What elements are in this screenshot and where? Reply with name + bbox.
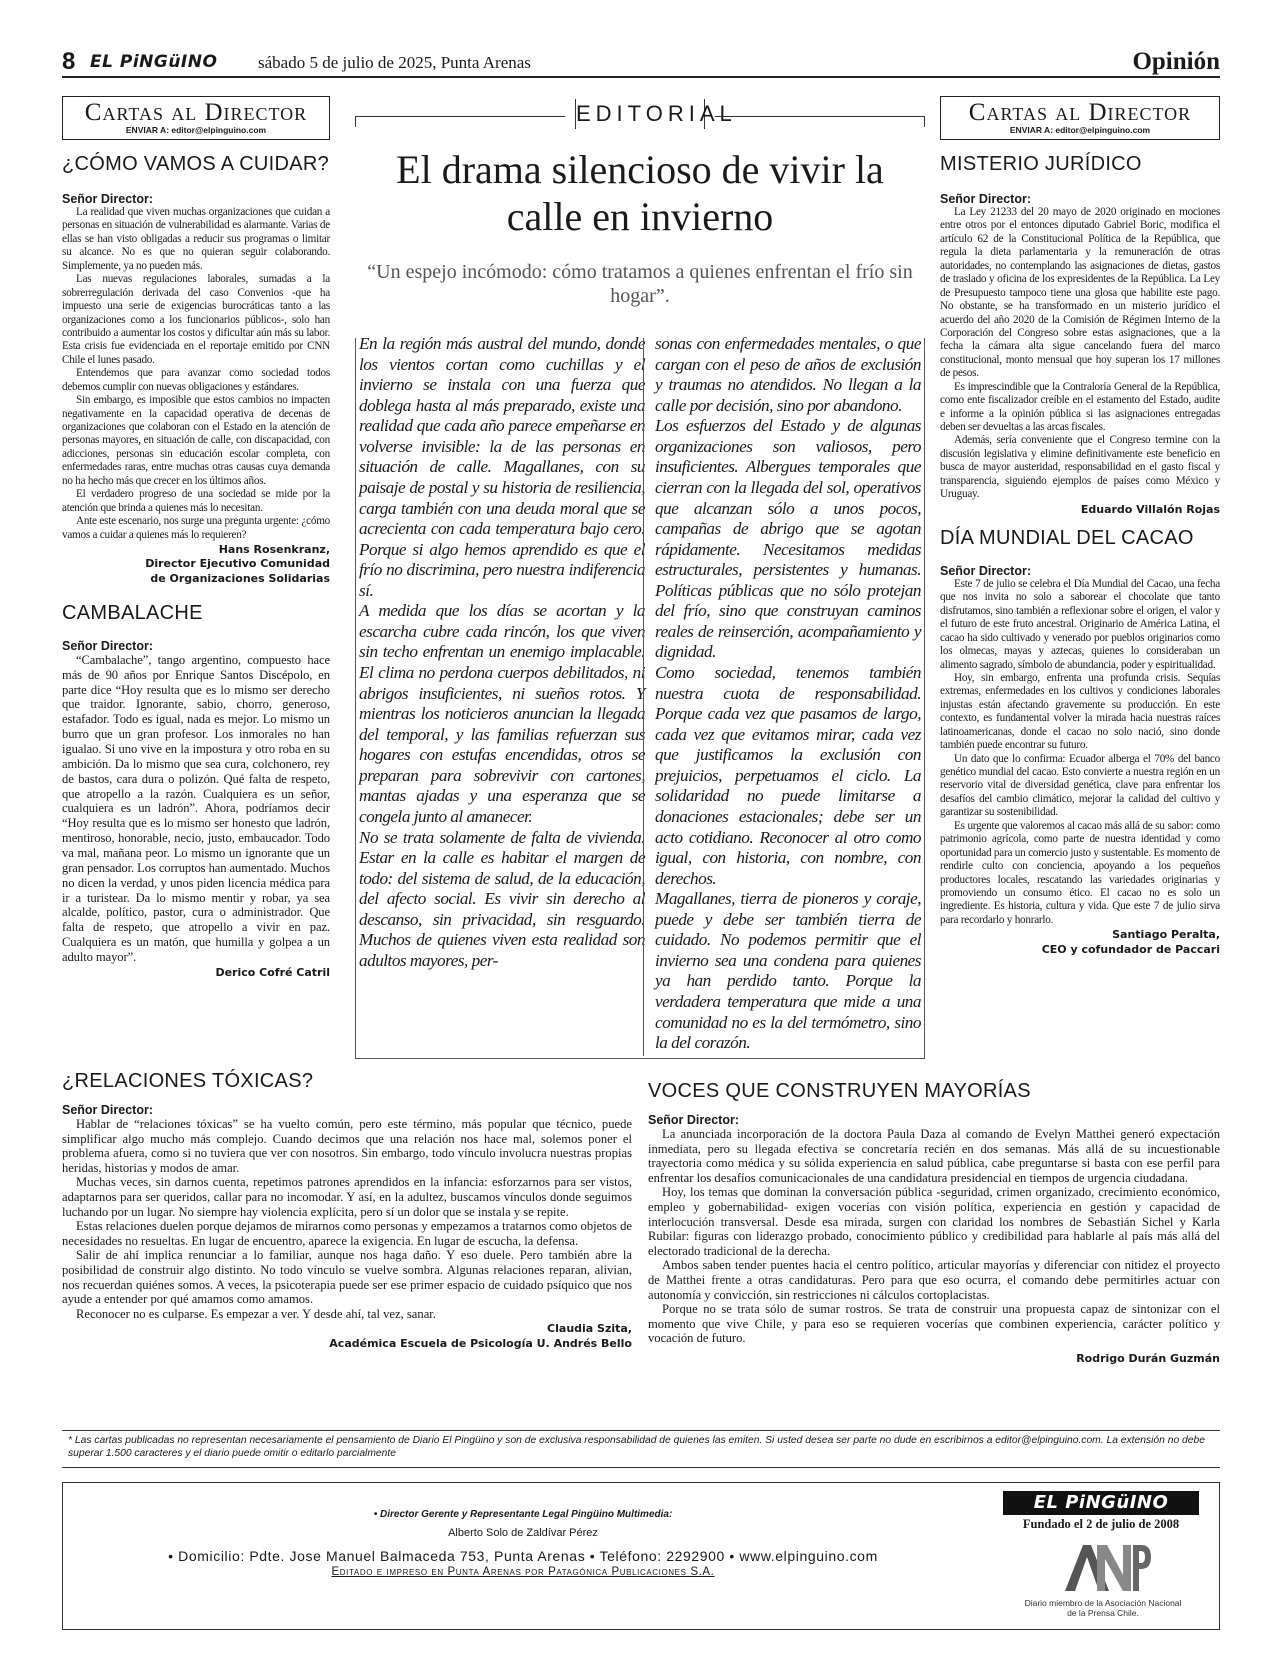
signature-line: Director Ejecutivo Comunidad [145,557,330,571]
cartas-email: ENVIAR A: editor@elpinguino.com [1009,125,1151,135]
editorial-column-1 [359,334,645,971]
paragraph: Este 7 de julio se celebra el Día Mundial del Cacao, una fecha que nos invita no solo a saborear el chocolate que tanto disfrutamos, sino también a reflexionar sobre el origen, el valor y el futuro de este fruto ancestral. Originario de América Latina, el cacao ha sido cultivado y venerado por pueblos originarios como los olmecas, mayas y aztecas, quienes lo consideraban un alimento sagrado, símbolo de abundancia, poder y espiritualidad. [940,577,1220,671]
paragraph: Reconocer no es culparse. Es empezar a ver. Y desde ahí, tal vez, sanar. [76,1306,436,1321]
letter-signature [648,1352,1220,1366]
signature-line: Santiago Peralta, [1112,928,1220,942]
founded-date: Fundado el 2 de julio de 2008 [1022,1517,1180,1531]
paragraph: Sin embargo, es imposible que estos cambios no impacten negativamente en la capacidad operativa de decenas de organizaciones que colaboran con el Estado en la atención de personas mayores, en situación de calle, con discapacidad, con adicciones, personas sin educación escolar completa, con enfermedades raras, entre muchas otras causas cuya demanda no ha hecho más que crecer en los últimos años. [62,394,330,487]
director-name: Alberto Solo de Zaldívar Pérez [448,1527,598,1539]
paragraph: La realidad que viven muchas organizaciones que cuidan a personas en situación de vulnerabilidad es alarmante. Varias de ellas se han visto obligadas a reducir sus programas o limitar su alcance. No es que no quieran seguir colaborando. Simplemente, ya no pueden más. [62,206,330,272]
letter-salutation: Señor Director: [62,1103,153,1117]
editorial-label: EDITORIAL [575,99,705,129]
letter-title: MISTERIO JURÍDICO [940,153,1142,175]
paragraph: Hoy, los temas que dominan la conversación pública -seguridad, crimen organizado, crecimiento económico, empleo y gobernabilidad- exigen vocerías con visión política, experiencia en gestión y capacidad de interlocución transversal. Desde esa mirada, surgen con claridad los nombres de Sebastián Sichel y Karla Rubilar: figuras con liderazgo probado, conocimiento público y credibilidad para hablarle al país más allá del electorado tradicional de la derecha. [648,1185,1220,1258]
divider [715,116,925,117]
editorial-title: El drama silencioso de vivir la calle en invierno [396,147,884,240]
letter-salutation: Señor Director: [62,638,153,653]
paragraph: Ambos saben tender puentes hacia el centro político, articular mayorías y diferenciar con nitidez el proyecto de Matthei frente a otras candidaturas. Pero para que eso ocurra, el comando debe permitirles actuar con autonomía y convicción, sin restricciones ni cálculos cortoplacistas. [648,1258,1220,1302]
anp-badge [1023,1541,1183,1625]
signature-line: Rodrigo Durán Guzmán [1076,1351,1220,1365]
signature-line: Académica Escuela de Psicología U. Andrés Bello [329,1336,632,1350]
letter-title: ¿CÓMO VAMOS A CUIDAR? [62,153,330,175]
paragraph: En la región más austral del mundo, donde los vientos cortan como cuchillas y el invierno se instala con una fuerza que doblega hasta al más preparado, existe una realidad que cada año parece empeñarse en volverse invisible: la de las personas en situación de calle. Magallanes, con su paisaje de postal y su historia de resiliencia, carga también con una deuda moral que se acrecienta con cada temperatura bajo cero. Porque si algo hemos aprendido es que el frío no discrimina, pero nuestra indiferencia sí. [359,334,645,600]
letter-signature [62,1322,632,1351]
letter-signature [940,928,1220,957]
paragraph: Hablar de “relaciones tóxicas” se ha vuelto común, pero este término, más popular que técnico, puede simplificar algo mucho más complejo. Cuando decimos que una relación nos hace mal, solemos poner el problema afuera, como si no tuviera que ver con nosotros. Sin embargo, todo vínculo involucra nuestras propias heridas, historias y modos de amar. [62,1117,632,1175]
anp-caption: Diario miembro de la Asociación Nacional de la Prensa Chile. [1024,1598,1182,1618]
editorial-column-2 [655,334,921,1054]
letter-signature [62,543,330,586]
letter-signature [940,503,1220,517]
divider [355,338,356,1058]
page-number: 8 [62,48,76,75]
paragraph: La Ley 21233 del 20 mayo de 2020 originado en mociones entre otros por el entonces diputado Gabriel Boric, modifica el artículo 62 de la Constitucional Política de la República, que regula la dieta parlamentaria y la remuneración de otras autoridades, no contemplando las asignaciones de dietas, gastos de traslado y oficina de los expresidentes de la República. La Ley de Presupuesto tampoco tiene una glosa que habilite este pago. No obstante, se ha transformado en un misterio jurídico el acuerdo del año 2020 de la Comisión de Régimen Interno de la Corporación del Congreso sobre estas asignaciones, que a la fecha la cámara alta sigue cancelando fuera del marco constitucional, monto mensual que hoy superan los 17 millones de pesos. [940,206,1220,380]
divider [355,116,565,117]
letter-salutation: Señor Director: [940,192,1031,206]
paragraph: sonas con enfermedades mentales, o que cargan con el peso de años de exclusión y traumas no atendidos. No llegan a la calle por decisión, sino por abandono. [655,334,921,415]
editorial-label-row [355,96,925,136]
letter-title: CAMBALACHE [62,601,203,624]
paragraph: Los esfuerzos del Estado y de algunas organizaciones son valiosos, pero insuficientes. Albergues temporales que cierran con la llegada del sol, operativos que alcanzan sólo a unos pocos, campañas de abrigo que se agotan rápidamente. Necesitamos medidas estructurales, persistentes y humanas. Políticas públicas que no sólo protejan del frío, sino que construyan caminos reales de reinserción, acompañamiento y dignidad. [655,416,921,662]
cartas-title: Cartas al Director [968,99,1192,126]
paragraph: Muchas veces, sin darnos cuenta, repetimos patrones aprendidos en la infancia: esforzarnos para ser vistos, adaptarnos para ser queridos, callar para no incomodar. Y así, en la adultez, buscamos vínculos donde seguimos luchando por un lugar. No siempre hay violencia explícita, pero sí un dolor que se instala y se repite. [62,1175,632,1219]
disclaimer: * Las cartas publicadas no representan necesariamente el pensamiento de Diario El Pingüino y son de exclusiva responsabilidad de quienes las emiten. Si usted desea ser parte no dude en escribirnos a editor@elpinguino.com. La extensión no debe superar 1.500 caracteres y el diario puede omitir o editarlo parcialmente [62,1430,1220,1468]
paragraph: “Cambalache”, tango argentino, compuesto hace más de 90 años por Enrique Santos Discépolo, en parte dice “Hoy resulta que es lo mismo ser derecho que traidor. Ignorante, sabio, chorro, generoso, estafador. Todo es igual, nada es mejor. Lo mismo un burro que un gran profesor. Los inmorales no han igualao. Si uno vive en la impostura y otro roba en su ambición. Da lo mismo que sea cura, colchonero, rey de bastos, cara dura o polizón. Qué falta de respeto, que atropello a la razón. Cualquiera es un señor, cualquiera es un ladrón”. Ahora, podríamos decir “Hoy resulta que es lo mismo ser honesto que ladrón, mentiroso, honorable, necio, justo, embaucador. Todo va mal, mañana peor. Lo mismo un ignorante que un gran pensador. Los corruptos han aumentado. Muchos no dicen la verdad, y unos piden licencia médica para ir a turistear. Da lo mismo mentir y robar, ya sea alcalde, político, pastor, cura o administrador. Que falta de respeto, que atropello a vivir en paz. Cualquiera es un matón, que humilla y golpea a un adulto mayor”. [62,652,330,965]
divider [643,338,644,1056]
letter-title: ¿RELACIONES TÓXICAS? [62,1070,314,1092]
paragraph: El verdadero progreso de una sociedad se mide por la atención que brinda a quienes más lo necesitan. [62,488,330,514]
letter-title: DÍA MUNDIAL DEL CACAO [940,526,1194,549]
signature-line: de Organizaciones Solidarias [150,571,330,585]
paragraph: Entendemos que para avanzar como sociedad todos debemos cumplir con nuevas obligaciones y estándares. [62,367,330,393]
signature-line: Eduardo Villalón Rojas [1080,502,1220,516]
letter-salutation: Señor Director: [648,1113,739,1127]
letter-body [62,1117,632,1321]
paragraph: A medida que los días se acortan y la escarcha cubre cada rincón, los que viven sin techo enfrentan un enemigo implacable. El clima no perdona cuerpos debilitados, ni abrigos insuficientes, ni sueños rotos. Y mientras los noticieros anuncian la llegada del temporal, y las familias refuerzan sus hogares con estufas encendidas, otros se preparan para sobrevivir con cartones, mantas ajadas y una esperanza que se congela junto al amanecer. [359,601,645,826]
divider [355,1058,925,1059]
page-header [62,48,1220,78]
letter-cacao [940,527,1220,957]
signature-line: Hans Rosenkranz, [218,542,330,556]
paragraph: Magallanes, tierra de pioneros y coraje, puede y debe ser también tierra de cuidado. No podemos permitir que el invierno sea una condena para quienes ya han perdido tanto. Porque la verdadera temperatura que mide a una comunidad no es la del termómetro, sino la del corazón. [655,889,921,1053]
letter-cambalache [62,602,330,980]
editorial-subtitle: “Un espejo incómodo: cómo tratamos a quienes enfrentan el frío sin hogar”. [367,261,913,308]
newspaper-logo: EL PiNGüINO [90,52,218,72]
paragraph: Porque no se trata sólo de sumar rostros. Se trata de construir una propuesta capaz de sintonizar con el momento que vive Chile, y para eso se requieren vocerías que combinen experiencia, carácter político y vocación de futuro. [648,1302,1220,1346]
letter-body [940,206,1220,502]
paragraph: Hoy, sin embargo, enfrenta una profunda crisis. Sequías extremas, enfermedades en los cultivos y condiciones laborales injustas están afectando gravemente su producción. En este contexto, es fundamental volver la mirada hacia nuestras raíces latinoamericanas, donde el cacao no solo nació, sino donde también puede encontrar su futuro. [940,671,1220,752]
letter-body [62,653,330,965]
letter-salutation: Señor Director: [940,563,1031,578]
divider [924,338,925,1058]
signature-line: CEO y cofundador de Paccari [1041,942,1220,956]
footer-logo: EL PiNGüINO [1003,1491,1199,1515]
date-place: sábado 5 de julio de 2025, Punta Arenas [258,53,531,72]
cartas-box-right [940,96,1220,140]
letter-signature [62,966,330,980]
cartas-email: ENVIAR A: editor@elpinguino.com [125,125,267,135]
letter-title: VOCES QUE CONSTRUYEN MAYORÍAS [648,1080,1031,1102]
signature-line: Claudia Szita, [547,1322,632,1336]
letter-salutation: Señor Director: [62,192,153,206]
letter-body [648,1127,1220,1346]
letter-voces [648,1080,1220,1366]
letter-misterio [940,153,1220,517]
letter-cuidar [62,153,330,586]
paragraph: No se trata solamente de falta de vivienda. Estar en la calle es habitar el margen de todo: del sistema de salud, de la educación, del afecto social. Es vivir sin derecho al descanso, sin privacidad, sin resguardo. Muchos de quienes viven esta realidad son adultos mayores, per- [359,827,645,970]
director-role: • Director Gerente y Representante Legal Pingüino Multimedia: [373,1509,673,1520]
paragraph: La anunciada incorporación de la doctora Paula Daza al comando de Evelyn Matthei generó expectación inmediata, pero su llegada efectiva se concretaría recién en dos semanas. Más allá de su incuestionable trayectoria como médica y su sólida experiencia en salud pública, cabe preguntarse si basta con ese perfil para enfrentar los desafíos comunicacionales de una candidatura presidencial en tiempos de urgencia ciudadana. [648,1127,1220,1185]
signature-line: Derico Cofré Catril [215,965,330,979]
paragraph: Además, sería conveniente que el Congreso termine con la discusión legislativa y elimine definitivamente este beneficio en busca de mayor austeridad, responsabilidad en el gasto fiscal y transparencia, siguiendo ejemplos de países como México y Uruguay. [940,434,1220,501]
left-column [62,96,330,980]
cartas-box-left [62,96,330,140]
letter-body [940,578,1220,927]
paragraph: Es urgente que valoremos al cacao más allá de su sabor: como patrimonio agrícola, como parte de nuestra identidad y como oportunidad para un comercio justo y sustentable. Es momento de rendirle culto con conciencia, apoyando a los pequeños productores locales, rescatando las variedades originarias y promoviendo un consumo ético. El cacao no es solo un ingrediente. Es historia, cultura y vida. Que este 7 de julio sirva para recordarlo y honrarlo. [940,819,1220,926]
paragraph: Ante este escenario, nos surge una pregunta urgente: ¿cómo vamos a cuidar a quienes más lo requieren? [62,515,330,541]
section-title: Opinión [1132,48,1220,75]
contact-info: • Domicilio: Pdte. Jose Manuel Balmaceda 753, Punta Arenas • Teléfono: 2292900 • www.elpinguino.com [168,1548,878,1564]
paragraph: Es imprescindible que la Contraloría General de la República, como ente fiscalizador creíble en el estamento del Estado, audite e informe a la opinión pública si las asignaciones entregadas deben ser devueltas a las arcas fiscales. [940,380,1220,433]
printed-by: Editado e impreso en Punta Arenas por Patagónica Publicaciones S.A. [331,1566,715,1578]
paragraph: Salir de ahí implica renunciar a lo familiar, aunque nos haga daño. Y eso duele. Pero también abre la posibilidad de construir algo distinto. No todo vínculo se vuelve sombra. Algunas relaciones reparan, alivian, nos recuerdan quiénes somos. A veces, la psicoterapia puede ser ese primer espacio de cuidado psíquico que nos ayude a entender por qué amamos como amamos. [62,1248,632,1307]
footer-info [143,1509,903,1578]
paragraph: Un dato que lo confirma: Ecuador alberga el 70% del banco genético mundial del cacao. Esto convierte a nuestra región en un reservorio vital de diversidad genética, clave para enfrentar los desafíos del cambio climático, mejorar la calidad del cultivo y garantizar su sostenibilidad. [940,752,1220,819]
page-footer [62,1482,1220,1630]
paragraph: Estas relaciones duelen porque dejamos de mirarnos como personas y empezamos a tratarnos como objetos de necesidades no resueltas. En lugar de encuentro, aparece la exigencia. En lugar de escucha, la defensa. [62,1219,632,1248]
right-column [940,96,1220,957]
paragraph: Como sociedad, tenemos también nuestra cuota de responsabilidad. Porque cada vez que pasamos de largo, cada vez que evitamos mirar, cada vez que justificamos la exclusión con prejuicios, perpetuamos el ciclo. La solidaridad no puede limitarse a donaciones estacionales; debe ser un acto cotidiano. Reconocer al otro como igual, con historia, con nombre, con derechos. [655,663,921,888]
anp-logo-icon [1061,1541,1151,1593]
cartas-title: Cartas al Director [84,99,308,126]
letter-relaciones [62,1070,632,1351]
editorial [355,96,925,1058]
letter-body [62,206,330,542]
paragraph: Las nuevas regulaciones laborales, sumadas a la sobrerregulación derivada del caso Convenios -que ha impuesto una serie de exigencias burocráticas tanto a las organizaciones como a los funcionarios públicos-, solo han contribuido a aumentar los costos y dificultar aún más su labor. Esta crisis fue evidenciada en el reportaje emitido por CNN Chile el lunes pasado. [62,273,330,366]
